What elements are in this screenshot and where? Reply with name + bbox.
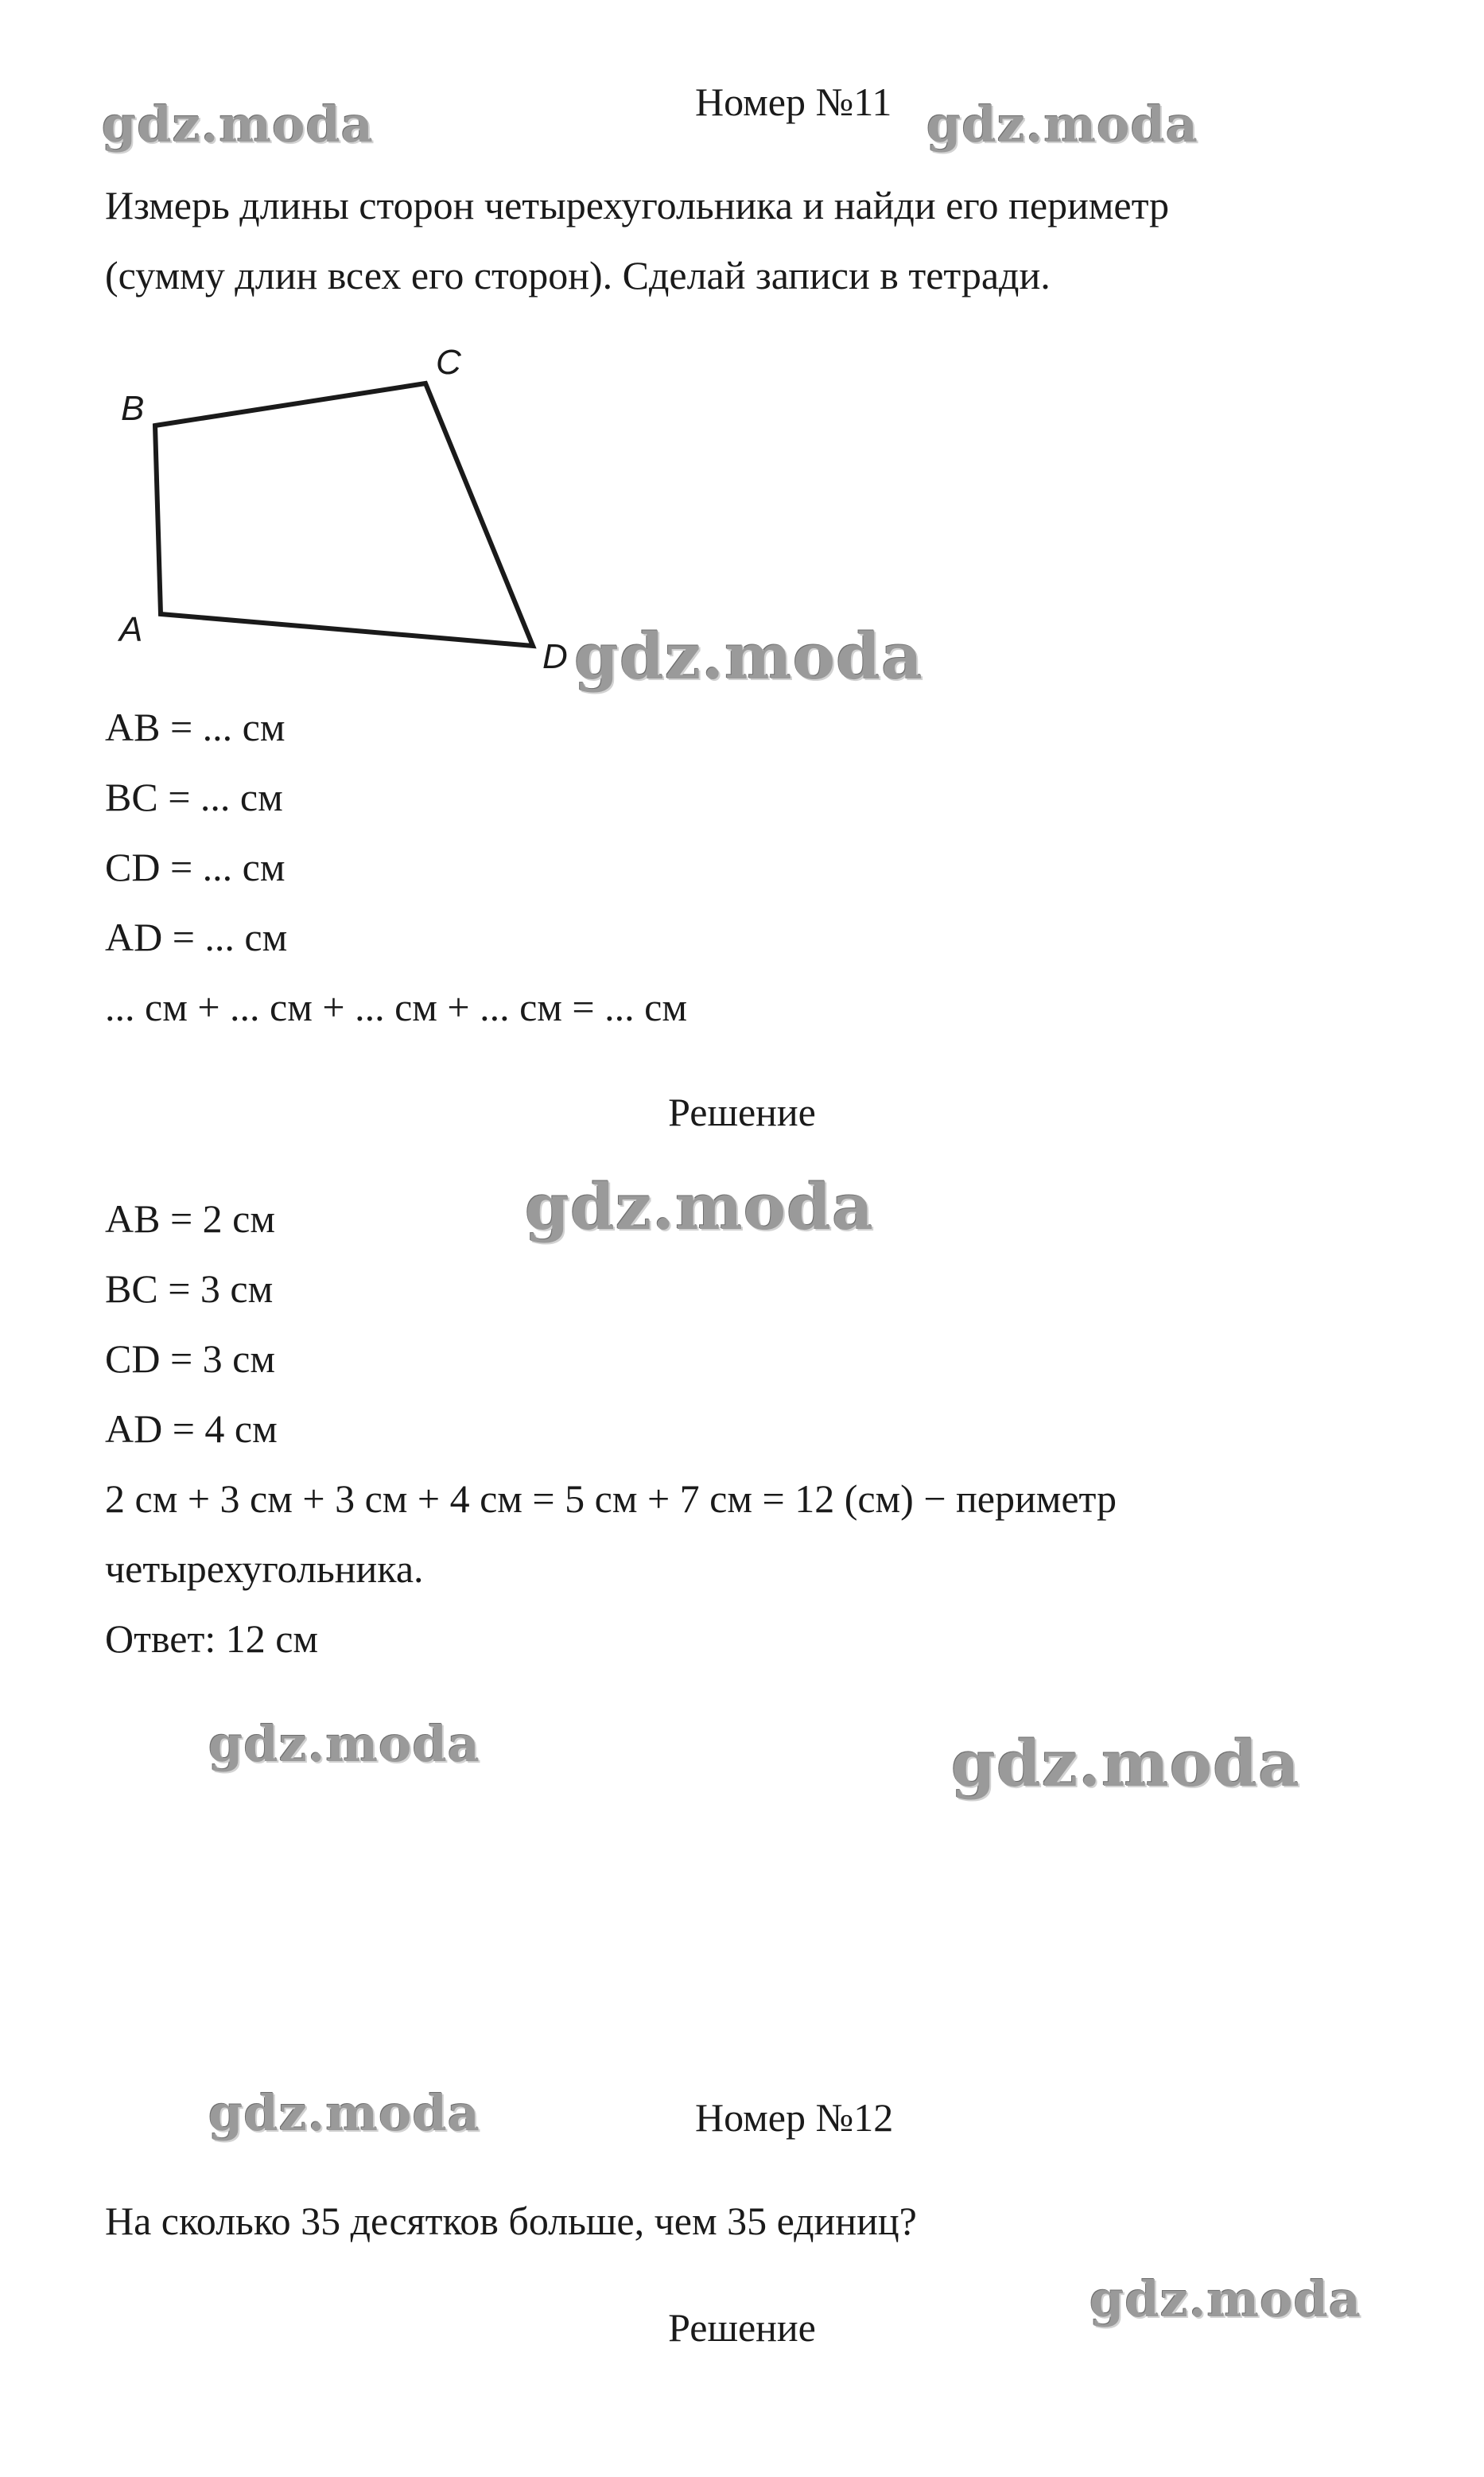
watermark-8: gdz.moda bbox=[1090, 2270, 1362, 2328]
vertex-label-a: A bbox=[119, 610, 143, 649]
watermark-3: gdz.moda bbox=[574, 619, 923, 694]
solution-line-1: AB = 2 см bbox=[105, 1196, 275, 1241]
watermark-2: gdz.moda bbox=[927, 95, 1198, 154]
vertex-label-d: D bbox=[542, 637, 568, 676]
quadrilateral-figure bbox=[95, 334, 589, 700]
template-line-2: BC = ... см bbox=[105, 775, 283, 819]
solution-line-3: CD = 3 см bbox=[105, 1336, 275, 1381]
watermark-7: gdz.moda bbox=[208, 2084, 480, 2142]
quadrilateral-abcd bbox=[155, 383, 533, 646]
vertex-label-c: C bbox=[436, 343, 461, 382]
answer: Ответ: 12 см bbox=[105, 1616, 319, 1661]
task-11-prompt-line-1: Измерь длины сторон четырехугольника и найди его периметр bbox=[105, 183, 1170, 227]
task-12-prompt: На сколько 35 десятков больше, чем 35 единиц? bbox=[105, 2199, 917, 2243]
solution-line-4: AD = 4 см bbox=[105, 1406, 278, 1451]
task-11-heading: Номер №11 bbox=[695, 80, 892, 124]
vertex-label-b: B bbox=[121, 389, 145, 428]
task-12-heading: Номер №12 bbox=[695, 2095, 894, 2140]
watermark-1: gdz.moda bbox=[102, 95, 374, 154]
template-line-4: AD = ... см bbox=[105, 915, 288, 959]
template-line-3: CD = ... см bbox=[105, 845, 286, 889]
task-11-prompt-line-2: (сумму длин всех его сторон). Сделай записи в тетради. bbox=[105, 253, 1051, 297]
task-11-solution-heading: Решение bbox=[668, 1090, 816, 1134]
watermark-5: gdz.moda bbox=[208, 1715, 480, 1773]
task-12-solution-heading: Решение bbox=[668, 2305, 816, 2350]
template-line-5: ... см + ... см + ... см + ... см = ... см bbox=[105, 985, 687, 1029]
watermark-6: gdz.moda bbox=[951, 1726, 1300, 1801]
solution-line-2: BC = 3 см bbox=[105, 1266, 274, 1311]
watermark-4: gdz.moda bbox=[525, 1169, 874, 1244]
solution-line-6: четырехугольника. bbox=[105, 1546, 424, 1591]
template-line-1: AB = ... см bbox=[105, 705, 286, 749]
solution-line-5: 2 см + 3 см + 3 см + 4 см = 5 см + 7 см = 12 (см) − периметр bbox=[105, 1476, 1117, 1521]
